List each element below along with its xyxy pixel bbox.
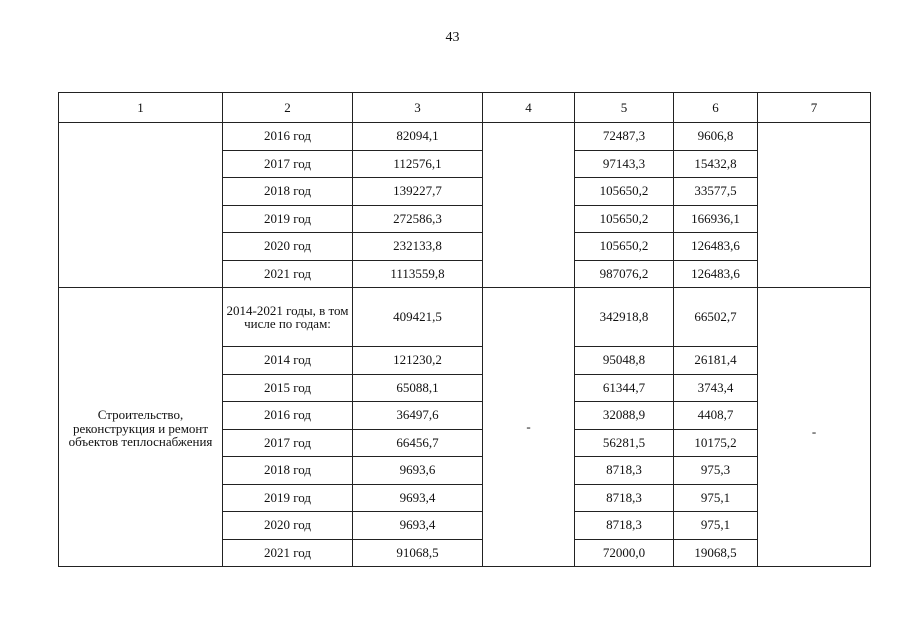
header-cell-2: 2 (223, 93, 353, 123)
total-cell: 65088,1 (353, 374, 483, 402)
year-cell: 2020 год (223, 512, 353, 540)
header-cell-3: 3 (353, 93, 483, 123)
total-cell: 9693,4 (353, 512, 483, 540)
col5-cell: 56281,5 (575, 429, 674, 457)
year-cell: 2019 год (223, 205, 353, 233)
year-cell: 2017 год (223, 150, 353, 178)
table-row (59, 123, 871, 151)
col6-cell: 4408,7 (674, 402, 758, 430)
total-cell: 66456,7 (353, 429, 483, 457)
col5-cell: 72000,0 (575, 539, 674, 567)
section-col4-cell: - (483, 288, 575, 567)
header-cell-5: 5 (575, 93, 674, 123)
header-row (59, 93, 871, 123)
col5-cell: 97143,3 (575, 150, 674, 178)
year-cell: 2020 год (223, 233, 353, 261)
section-total-c3: 409421,5 (353, 288, 483, 347)
total-cell: 1113559,8 (353, 260, 483, 288)
col6-cell: 126483,6 (674, 260, 758, 288)
total-cell: 272586,3 (353, 205, 483, 233)
year-cell: 2015 год (223, 374, 353, 402)
section-total-label (223, 288, 353, 347)
col5-cell: 72487,3 (575, 123, 674, 151)
total-cell: 82094,1 (353, 123, 483, 151)
total-cell: 139227,7 (353, 178, 483, 206)
col5-cell: 32088,9 (575, 402, 674, 430)
col6-cell: 33577,5 (674, 178, 758, 206)
section-total-row (59, 288, 871, 347)
col5-cell: 987076,2 (575, 260, 674, 288)
col6-cell: 10175,2 (674, 429, 758, 457)
header-cell-7: 7 (758, 93, 871, 123)
section-title-cell (59, 288, 223, 567)
year-cell: 2016 год (223, 402, 353, 430)
continuation-col4-cell (483, 123, 575, 288)
header-cell-1: 1 (59, 93, 223, 123)
col6-cell: 166936,1 (674, 205, 758, 233)
col5-cell: 105650,2 (575, 205, 674, 233)
header-cell-4: 4 (483, 93, 575, 123)
col5-cell: 105650,2 (575, 233, 674, 261)
section-col7-cell (758, 288, 871, 567)
col6-cell: 126483,6 (674, 233, 758, 261)
budget-table (58, 92, 871, 567)
col5-cell: 95048,8 (575, 347, 674, 375)
col5-cell: 8718,3 (575, 457, 674, 485)
col5-cell: 105650,2 (575, 178, 674, 206)
continuation-col7-cell (758, 123, 871, 288)
year-cell: 2019 год (223, 484, 353, 512)
section-col7-dash: - (811, 424, 817, 439)
col6-cell: 975,3 (674, 457, 758, 485)
total-cell: 121230,2 (353, 347, 483, 375)
col5-cell: 8718,3 (575, 484, 674, 512)
section-total-c6: 66502,7 (674, 288, 758, 347)
total-cell: 232133,8 (353, 233, 483, 261)
total-cell: 36497,6 (353, 402, 483, 430)
year-cell: 2018 год (223, 457, 353, 485)
total-cell: 9693,4 (353, 484, 483, 512)
page-number: 43 (445, 30, 460, 45)
header-cell-6: 6 (674, 93, 758, 123)
col6-cell: 9606,8 (674, 123, 758, 151)
total-cell: 112576,1 (353, 150, 483, 178)
col5-cell: 61344,7 (575, 374, 674, 402)
col6-cell: 975,1 (674, 512, 758, 540)
year-cell: 2016 год (223, 123, 353, 151)
year-cell: 2014 год (223, 347, 353, 375)
col6-cell: 15432,8 (674, 150, 758, 178)
continuation-title-cell (59, 123, 223, 288)
col6-cell: 975,1 (674, 484, 758, 512)
section-total-label-text: 2014-2021 годы, в том числе по годам: (226, 302, 349, 331)
year-cell: 2017 год (223, 429, 353, 457)
col5-cell: 8718,3 (575, 512, 674, 540)
section-total-c5: 342918,8 (575, 288, 674, 347)
year-cell: 2021 год (223, 539, 353, 567)
col6-cell: 26181,4 (674, 347, 758, 375)
total-cell: 91068,5 (353, 539, 483, 567)
year-cell: 2018 год (223, 178, 353, 206)
col6-cell: 19068,5 (674, 539, 758, 567)
col6-cell: 3743,4 (674, 374, 758, 402)
section-title: Строительство, реконструкция и ремонт объектов теплоснабжения (68, 407, 213, 450)
total-cell: 9693,6 (353, 457, 483, 485)
year-cell: 2021 год (223, 260, 353, 288)
